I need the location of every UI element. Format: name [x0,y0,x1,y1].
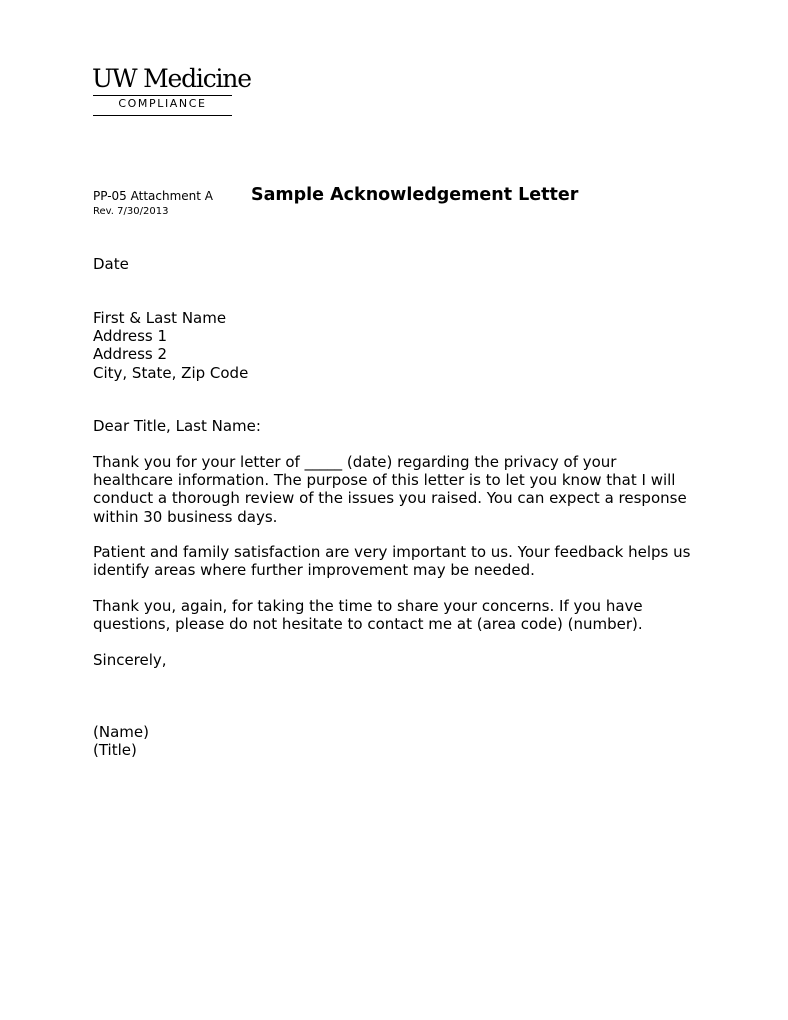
paragraph-line: within 30 business days. [93,507,278,526]
letter-date: Date [93,255,129,273]
document-id: PP-05 Attachment A [93,189,213,203]
paragraph-line: Patient and family satisfaction are very important to us. Your feedback helps us [93,543,691,561]
recipient-block [93,309,733,382]
paragraph-line: identify areas where further improvement may be needed. [93,561,535,580]
signature-name: (Name) [93,723,149,741]
recipient-name: First & Last Name [93,309,227,327]
logo-divider-top [93,95,232,96]
logo-department: COMPLIANCE [118,97,207,110]
body-paragraph-1 [93,453,733,526]
body-paragraph-2 [93,543,733,579]
paragraph-line: Thank you, again, for taking the time to share your concerns. If you have [93,597,643,615]
recipient-city-state-zip: City, State, Zip Code [93,363,249,382]
body-paragraph-3 [93,597,733,633]
salutation: Dear Title, Last Name: [93,417,261,435]
paragraph-line: conduct a thorough review of the issues you raised. You can expect a response [93,489,687,508]
paragraph-line: questions, please do not hesitate to contact me at (area code) (number). [93,615,643,634]
paragraph-line: Thank you for your letter of _____ (date) regarding the privacy of your [93,453,617,471]
paragraph-line: healthcare information. The purpose of this letter is to let you know that I will [93,471,676,490]
page-title: Sample Acknowledgement Letter [251,185,579,205]
signature-title: (Title) [93,741,137,760]
logo-wordmark: UW Medicine [92,64,251,93]
logo-divider-bottom [93,115,232,116]
recipient-address-1: Address 1 [93,327,168,346]
closing: Sincerely, [93,651,167,669]
recipient-address-2: Address 2 [93,345,168,364]
signature-block [93,723,733,759]
document-revision: Rev. 7/30/2013 [93,206,169,217]
